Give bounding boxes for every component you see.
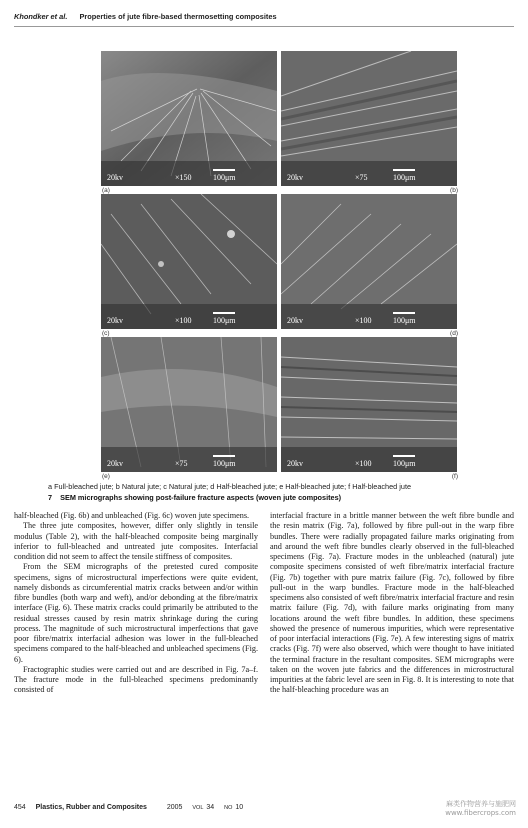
panel-label-e: (e) — [102, 473, 110, 480]
sem-texture-b — [281, 51, 457, 186]
header-authors: Khondker et al. — [14, 12, 68, 21]
paragraph: half-bleached (Fig. 6b) and unbleached (Fig. 6c) woven jute specimens. — [14, 511, 250, 520]
header-rule — [14, 26, 514, 27]
scale-bar — [393, 455, 415, 457]
body-column-left — [14, 511, 258, 696]
kv-label: 20kv — [287, 316, 303, 325]
page-number: 454 — [14, 804, 26, 811]
watermark-chinese: 麻类作物营养与施肥网 — [446, 800, 516, 808]
micrograph-f — [281, 337, 457, 472]
scale-bar — [213, 455, 235, 457]
issue-label: NO — [224, 805, 233, 811]
paragraph: The three jute composites, however, differ only slightly in tensile modulus (Table 2), with the half-bleached composite being marginally inferior to full-bleached and untreated jute composites. Interfacial condition did not seem to affect the tensile stiffness of composites. — [14, 521, 258, 561]
scale-bar — [213, 312, 235, 314]
micrograph-e — [101, 337, 277, 472]
kv-label: 20kv — [107, 173, 123, 182]
sem-texture-c — [101, 194, 277, 329]
panel-label-b: (b) — [450, 187, 458, 194]
volume-label: VOL — [192, 805, 204, 811]
magnification-label: ×75 — [355, 173, 368, 182]
journal-name: Plastics, Rubber and Composites — [35, 804, 147, 811]
sem-texture-e — [101, 337, 277, 472]
scale-label: 100μm — [213, 459, 236, 468]
sem-texture-f — [281, 337, 457, 472]
panel-label-d: (d) — [450, 330, 458, 337]
body-column-right — [270, 511, 514, 696]
paragraph: interfacial fracture in a brittle manner between the weft fibre bundle and the resin matrix (Fig. 7a), followed by fibre pull-out in the warp fibre bundles. There were radially propagated failure marks originating from and around the weft fibre bundles clearly observed in the full-bleached specimens (Fig. 7a). Fracture modes in the unbleached (natural) jute composite specimens consisted of weft fibre/matrix interfacial fracture (Fig. 7b) together with pure matrix failure (Fig. 7c), followed by fibre pull-out in the warp bundles. Fracture mode in the half-bleached specimens also consisted of weft fibre/matrix interfacial fracture and resin matrix failure (Fig. 7d), with failure marks originating from many locations around the weft fibre bundles. In addition, these specimens showed the presence of numerous impurities, which were representative of poor interfacial interactions (Fig. 7e). A few interesting signs of matrix cracks (Fig. 7f) were also observed, which were thought to have initiated the terminal fracture in the resultant composites. SEM micrographs were taken on the woven jute fabrics and the differences in microstructural impurities at the fabric level are seen in Fig. 8. It is interesting to note that the half-bleaching procedure was an — [270, 511, 514, 695]
magnification-label: ×100 — [175, 316, 192, 325]
figure-title: SEM micrographs showing post-failure fracture aspects (woven jute composites) — [60, 493, 342, 502]
page-footer — [14, 804, 251, 811]
issue: 10 — [235, 804, 244, 811]
micrograph-a — [101, 51, 277, 186]
scale-bar — [393, 169, 415, 171]
scale-label: 100μm — [393, 459, 416, 468]
figure-caption — [48, 493, 341, 502]
figure-number: 7 — [48, 493, 53, 502]
kv-label: 20kv — [287, 173, 303, 182]
sem-texture-a — [101, 51, 277, 186]
scale-label: 100μm — [393, 316, 416, 325]
scale-label: 100μm — [213, 316, 236, 325]
figure-legend: a Full-bleached jute; b Natural jute; c Natural jute; d Half-bleached jute; e Half-bleached jute; f Half-bleached jute — [48, 482, 412, 491]
paragraph: From the SEM micrographs of the pretested cured composite specimens, signs of microstructural imperfections were quite evident, namely disbonds as circumferential matrix cracks between and/or within fibre bundles (both warp and weft), and/or debonding at the fibre/matrix interface (Fig. 6). These matrix cracks could primarily be attributed to the residual stresses caused by resin matrix shrinkage during the curing process. The magnitude of such microstructural imperfections that gave poor fibre/matrix interfacial adhesion was lower in the full-bleached specimens compared to the half-bleached and unbleached specimens (Fig. 6). — [14, 562, 258, 664]
scale-bar — [213, 169, 235, 171]
kv-label: 20kv — [107, 316, 123, 325]
magnification-label: ×150 — [175, 173, 192, 182]
magnification-label: ×100 — [355, 459, 372, 468]
sem-texture-d — [281, 194, 457, 329]
panel-label-f: (f) — [451, 473, 458, 480]
micrograph-b — [281, 51, 457, 186]
watermark-url: www.fibercrops.com — [445, 809, 516, 817]
panel-label-c: (c) — [102, 330, 110, 337]
running-header — [14, 12, 277, 21]
scale-label: 100μm — [213, 173, 236, 182]
micrograph-c — [101, 194, 277, 329]
magnification-label: ×100 — [355, 316, 372, 325]
scale-bar — [393, 312, 415, 314]
watermark — [445, 800, 516, 818]
magnification-label: ×75 — [175, 459, 188, 468]
header-title: Properties of jute fibre-based thermosetting composites — [79, 12, 277, 21]
panel-label-a: (a) — [102, 187, 110, 194]
micrograph-d — [281, 194, 457, 329]
kv-label: 20kv — [107, 459, 123, 468]
year: 2005 — [166, 804, 183, 811]
volume: 34 — [206, 804, 215, 811]
scale-label: 100μm — [393, 173, 416, 182]
kv-label: 20kv — [287, 459, 303, 468]
paragraph: Fractographic studies were carried out and are described in Fig. 7a–f. The fracture mode in the full-bleached specimens predominantly consisted of — [14, 664, 258, 695]
